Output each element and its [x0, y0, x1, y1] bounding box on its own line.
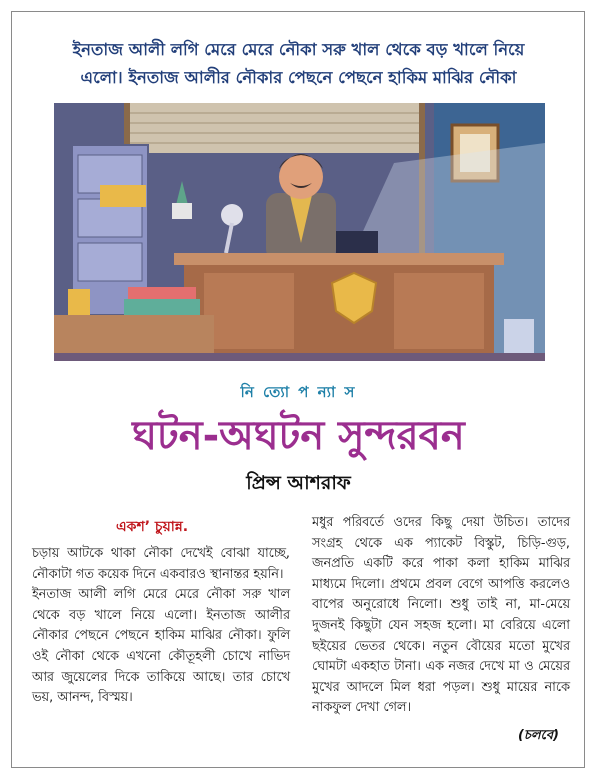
left-paragraph-1: চড়ায় আটকে থাকা নৌকা দেখেই বোঝা যাচ্ছে, নৌকাটা গত কয়েক দিনে একবারও স্থানান্তর হয়নি।: [32, 546, 290, 582]
headline-line-2: এলো। ইনতাজ আলীর নৌকার পেছনে পেছনে হাকিম মাঝির নৌকা: [80, 68, 517, 87]
waste-bin: [504, 319, 534, 353]
right-column: [312, 513, 570, 719]
chapter-number: একশ’ চুয়ান্ন.: [116, 519, 189, 535]
officer-face: [279, 155, 323, 199]
book-stack: [124, 299, 200, 315]
desk-lamp: [221, 204, 243, 226]
pen-holder: [68, 289, 90, 315]
left-column: [32, 544, 290, 709]
section-label: নি ত্যো প ন্যা স: [240, 383, 357, 401]
serial-title: ঘটন-অঘটন সুন্দরবন: [132, 413, 465, 459]
left-paragraph-2: ইনতাজ আলী লগি মেরে মেরে নৌকা সরু খাল থেকে বড় খালে নিয়ে এলো। ইনতাজ আলীর নৌকার পেছনে পেছনে হাকিম মাঝির নৌকা। ফুলি ওই নৌকা থেকে এখনো কৌতূহলী চোখে নাভিদ আর জুয়েলের দিকে তাকিয়ে আছে। তার চোখে ভয়, আনন্দ, বিস্ময়।: [32, 587, 290, 706]
pull-quote-headline: [22, 36, 575, 92]
window-blinds: [124, 103, 424, 153]
continued-label: (চলবে): [517, 728, 559, 743]
folder-stack: [100, 185, 146, 207]
author-name: প্রিন্স আশরাফ: [246, 472, 351, 494]
headline-line-1: ইনতাজ আলী লগি মেরে মেরে নৌকা সরু খাল থেকে বড় খালে নিয়ে: [72, 40, 525, 59]
desk-top: [174, 253, 504, 265]
office-illustration: [54, 103, 545, 361]
right-paragraph-1: মধুর পরিবর্তে ওদের কিছু দেয়া উচিত। তাদের সংগ্রহ থেকে এক প্যাকেট বিস্কুট, চিড়ি-গুড়, জনপ্রতি একটি করে পাকা কলা হাকিম মাঝির মাধ্যমে দিলো। প্রথমে প্রবল বেগে আপত্তি করলেও বাপের অনুরোধে নিলো। শুধু তাই না, মা-মেয়ে দুজনই কিছুটা যেন সহজ হলো। মা বেরিয়ে এলো ছইয়ের ভেতর থেকে। নতুন বৌয়ের মতো মুখের ঘোমটা একহাত টানা। এক নজর দেখে মা ও মেয়ের মুখের আদলে মিল ধরা পড়ল। শুধু মায়ের নাকে নাকফুল দেখা গেল।: [312, 515, 570, 716]
